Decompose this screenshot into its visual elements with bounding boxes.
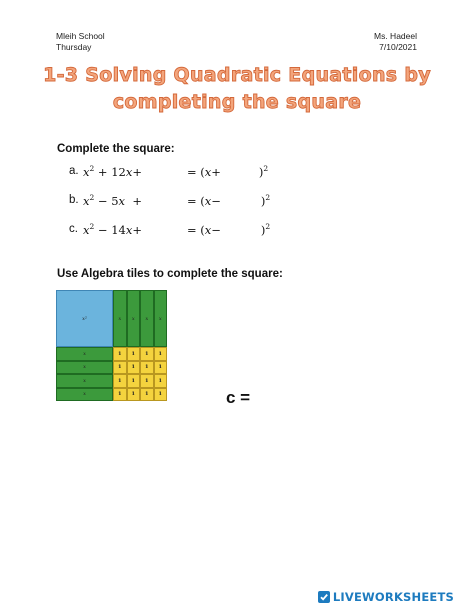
unit-tile[interactable]: 1 — [113, 361, 127, 375]
unit-tile[interactable]: 1 — [140, 347, 154, 361]
page-title-line-1: 1-3 Solving Quadratic Equations by — [43, 64, 431, 86]
unit-tile[interactable]: 1 — [154, 347, 168, 361]
teacher-name: Ms. Hadeel — [374, 31, 417, 41]
unit-tile[interactable]: 1 — [127, 374, 141, 388]
x-tile-vertical[interactable]: x — [127, 290, 141, 347]
unit-tile[interactable]: 1 — [113, 347, 127, 361]
date-label: 7/10/2021 — [379, 42, 417, 52]
unit-tile[interactable]: 1 — [127, 347, 141, 361]
problem-letter: b. — [69, 194, 79, 206]
problem-letter: c. — [69, 223, 78, 235]
liveworksheets-logo-icon — [317, 590, 331, 604]
unit-tile[interactable]: 1 — [140, 388, 154, 402]
x-tile-horizontal[interactable]: x — [56, 388, 113, 402]
problem-binomial-square: = $(x+ )^2$ — [187, 164, 269, 179]
unit-tile[interactable]: 1 — [113, 388, 127, 402]
c-equals-label: c = — [226, 388, 251, 407]
footer-brand — [317, 589, 454, 605]
unit-tile[interactable]: 1 — [154, 374, 168, 388]
problem-binomial-square: = $(x- )^2$ — [187, 222, 271, 237]
day-label: Thursday — [56, 42, 92, 52]
page-title-line-2: completing the square — [112, 91, 362, 113]
unit-tile[interactable]: 1 — [154, 361, 168, 375]
problem-letter: a. — [69, 165, 79, 177]
brand-name: LIVEWORKSHEETS — [332, 590, 454, 604]
unit-tile[interactable]: 1 — [113, 374, 127, 388]
unit-tile[interactable]: 1 — [127, 388, 141, 402]
algebra-tiles-diagram — [56, 290, 168, 404]
x-tile-vertical[interactable]: x — [113, 290, 127, 347]
x-tile-horizontal[interactable]: x — [56, 347, 113, 361]
x-tile-vertical[interactable]: x — [140, 290, 154, 347]
x-tile-horizontal[interactable]: x — [56, 361, 113, 375]
algebra-tiles-heading: Use Algebra tiles to complete the square: — [57, 268, 283, 280]
problem-binomial-square: = $(x- )^2$ — [187, 193, 271, 208]
unit-tile[interactable]: 1 — [140, 361, 154, 375]
school-name: Mleih School — [56, 31, 105, 41]
problem-expression: $x^2 - 5x$ + — [83, 193, 142, 208]
x-squared-tile[interactable]: x² — [56, 290, 113, 347]
unit-tile[interactable]: 1 — [127, 361, 141, 375]
x-tile-vertical[interactable]: x — [154, 290, 168, 347]
unit-tile[interactable]: 1 — [140, 374, 154, 388]
problem-expression: $x^2 - 14x+$ — [83, 222, 143, 237]
unit-tile[interactable]: 1 — [154, 388, 168, 402]
x-tile-horizontal[interactable]: x — [56, 374, 113, 388]
complete-square-heading: Complete the square: — [57, 143, 175, 155]
problem-expression: $x^2 + 12x+$ — [83, 164, 143, 179]
